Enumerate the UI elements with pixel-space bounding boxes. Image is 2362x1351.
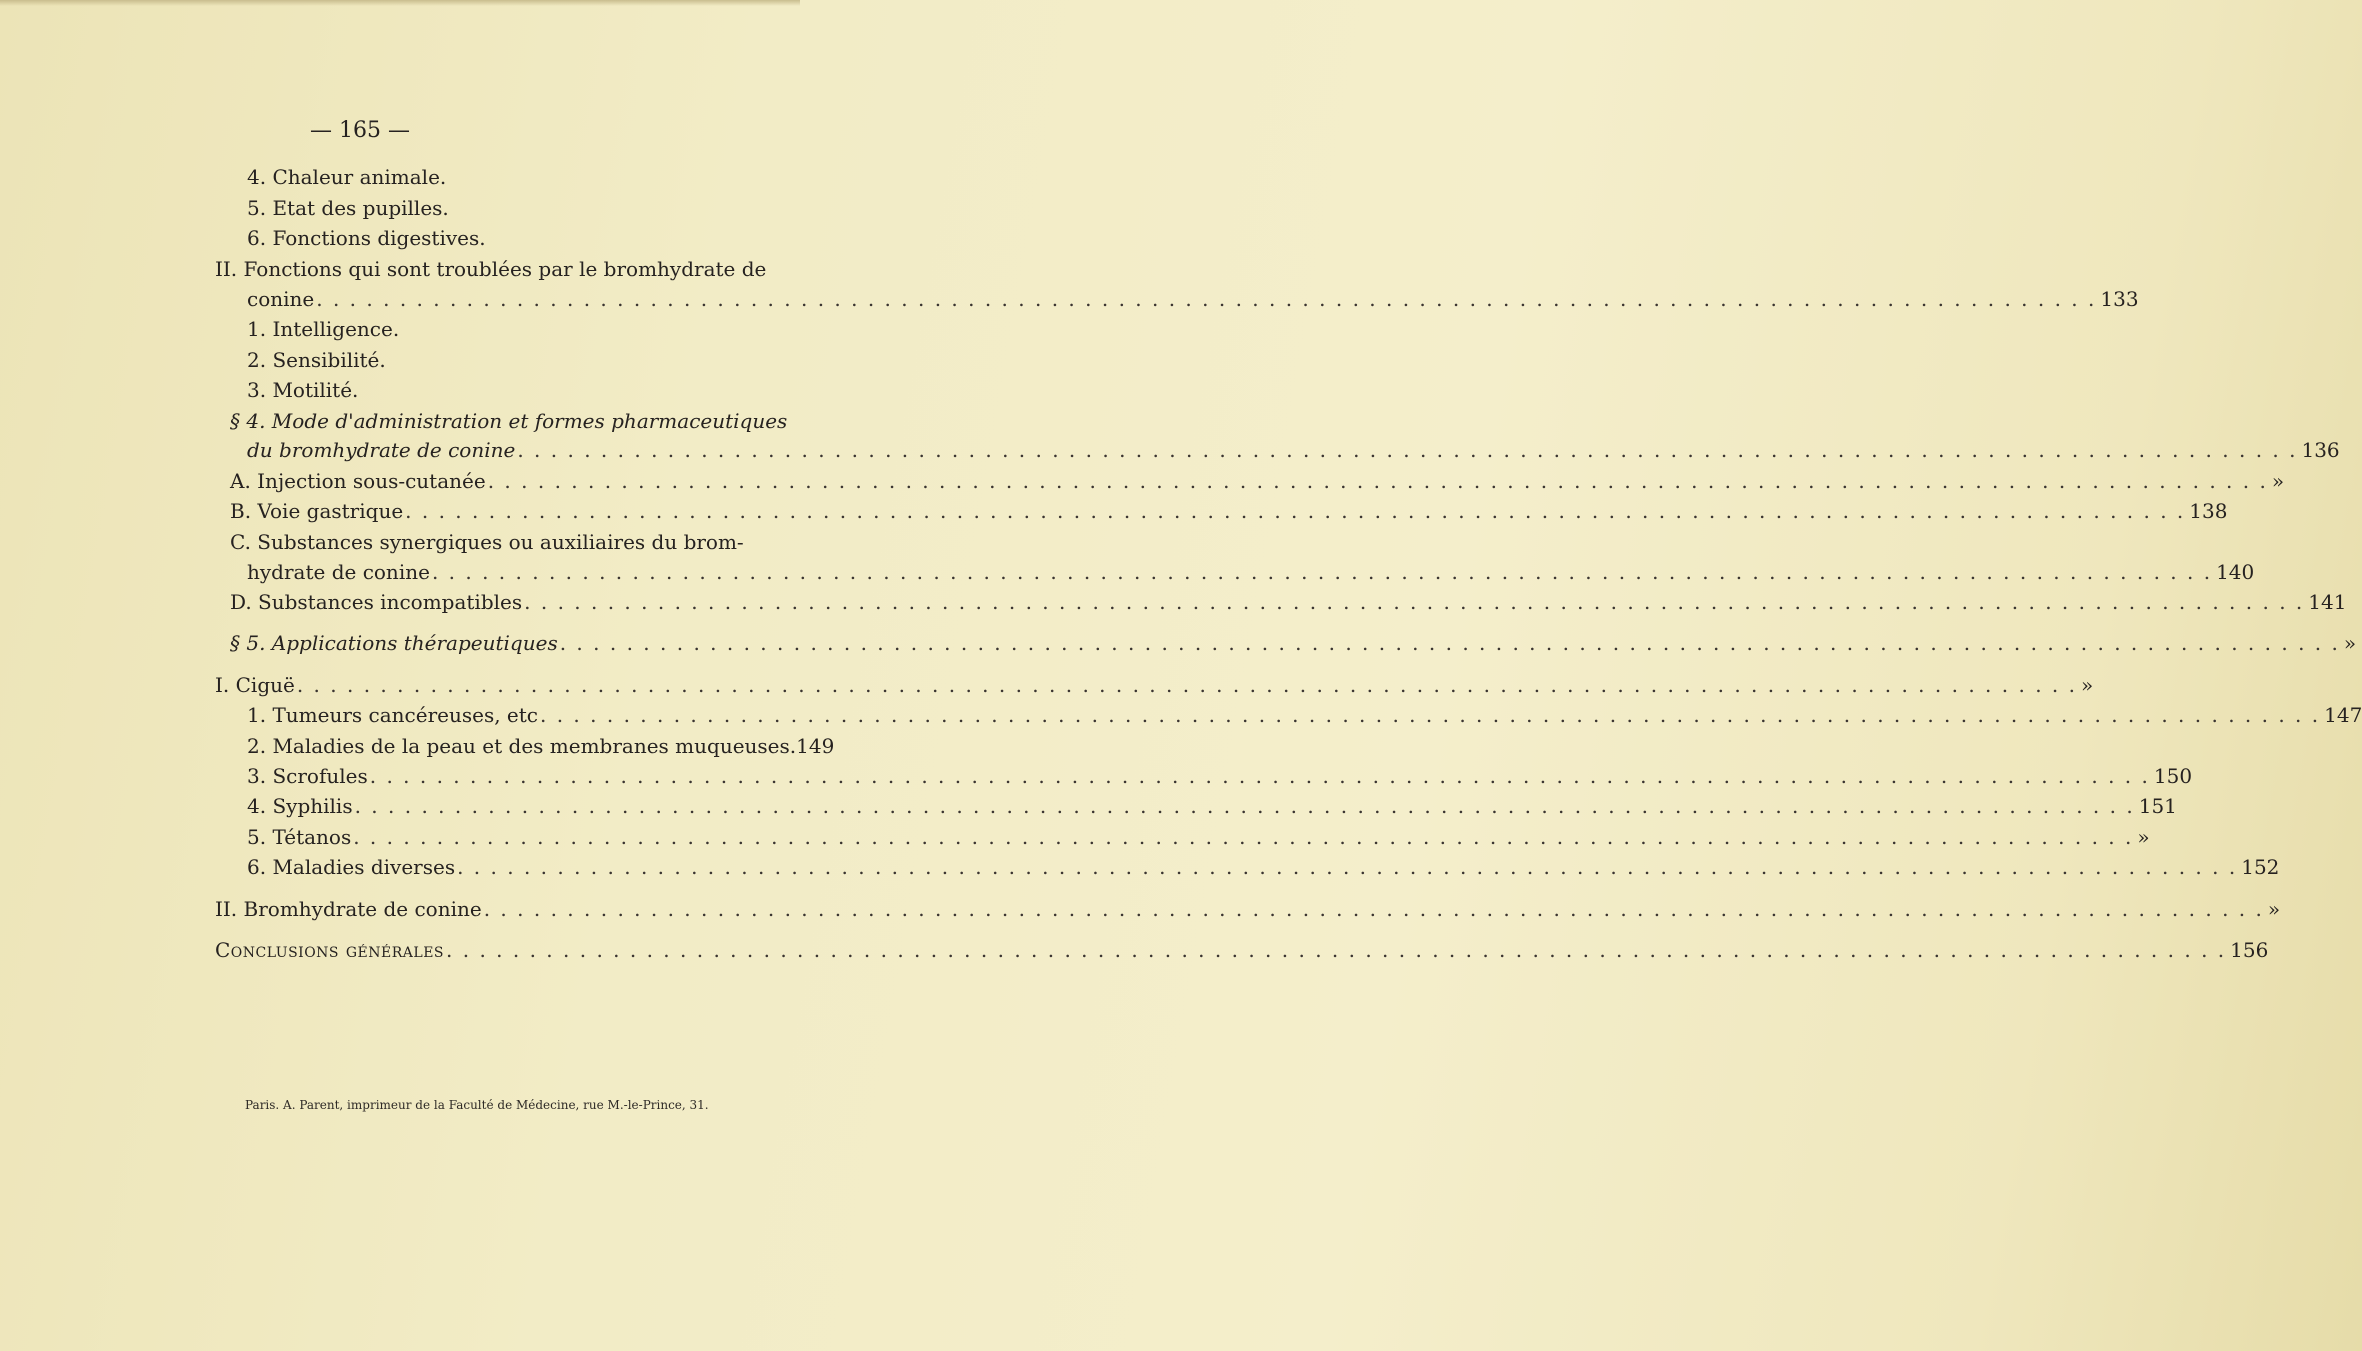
toc-entry-label: 2. Sensibilité.	[247, 348, 386, 372]
toc-entry	[0, 375, 800, 405]
toc-entry	[0, 345, 800, 375]
toc-entry-page: 141	[2308, 590, 2347, 614]
leader-dots	[517, 435, 2297, 465]
leader-dots	[432, 557, 2212, 587]
toc-entry	[0, 822, 2150, 852]
toc-entry-label: 3. Motilité.	[247, 378, 359, 402]
toc-entry-page: 136	[2301, 438, 2340, 462]
toc-entry-label: D. Substances incompatibles	[230, 590, 523, 614]
toc-entry	[0, 284, 2139, 314]
toc-entry-label: 6. Fonctions digestives.	[247, 226, 486, 250]
toc-entry-label: 1. Tumeurs cancéreuses, etc	[247, 703, 538, 727]
leader-dots	[405, 496, 2185, 526]
page-edge-shadow	[0, 0, 800, 6]
toc-entry-page: 151	[2138, 794, 2177, 818]
leader-dots	[560, 628, 2340, 658]
leader-dots	[488, 466, 2268, 496]
toc-entry-page: »	[2267, 897, 2281, 921]
toc-entry-page: »	[2271, 469, 2285, 493]
toc-entry-page: 147	[2324, 703, 2362, 727]
toc-entry	[0, 761, 2193, 791]
toc-entry-label: § 4. Mode d'administration et formes pharmaceutiques	[230, 409, 788, 433]
leader-dots	[297, 670, 2077, 700]
toc-entry-page: 133	[2100, 287, 2139, 311]
toc-entry	[0, 254, 800, 284]
toc-entry	[0, 496, 2228, 526]
leader-dots	[524, 587, 2304, 617]
toc-entry-label: I. Ciguë	[215, 673, 295, 697]
toc-entry	[0, 791, 2177, 821]
toc-entry-label: II. Fonctions qui sont troublées par le bromhydrate de	[215, 257, 767, 281]
toc-entry-page: »	[2137, 825, 2150, 849]
toc-entry	[0, 162, 800, 192]
toc-entry	[0, 670, 2094, 700]
toc-entry-label: 5. Tétanos	[247, 825, 352, 849]
toc-entry-page: »	[2080, 673, 2094, 697]
toc-entry	[0, 314, 800, 344]
toc-entry	[0, 587, 2347, 617]
toc-entry	[0, 852, 2280, 882]
toc-entry-label: C. Substances synergiques ou auxiliaires du brom-	[230, 530, 744, 554]
toc-entry	[0, 223, 800, 253]
toc-entry-page: 152	[2241, 855, 2280, 879]
leader-dots	[540, 700, 2320, 730]
leader-dots	[457, 852, 2237, 882]
toc-entry	[0, 406, 800, 436]
toc-entry-label: conine	[247, 287, 315, 311]
toc-entry-label: hydrate de conine	[247, 560, 430, 584]
toc-entry-page: 156	[2230, 938, 2269, 962]
leader-dots	[316, 284, 2096, 314]
leader-dots	[484, 894, 2264, 924]
toc-entry	[0, 700, 2362, 730]
leader-dots	[355, 791, 2135, 821]
leader-dots	[353, 822, 2133, 852]
toc-entry-label: II. Bromhydrate de conine	[215, 897, 482, 921]
toc-entry-page: 149	[796, 734, 835, 758]
toc-entry	[0, 628, 2357, 658]
toc-entry	[0, 935, 2269, 965]
toc-entry-label: 4. Chaleur animale.	[247, 165, 447, 189]
leader-dots	[370, 761, 2150, 791]
toc-entry-label: 3. Scrofules	[247, 764, 368, 788]
printer-imprint: Paris. A. Parent, imprimeur de la Faculté de Médecine, rue M.-le-Prince, 31.	[245, 1098, 709, 1112]
toc-entry-page: 138	[2189, 499, 2228, 523]
toc-entry-label: 5. Etat des pupilles.	[247, 196, 449, 220]
toc-entry-label: 2. Maladies de la peau et des membranes muqueuses.	[247, 734, 797, 758]
toc-entry	[0, 731, 835, 761]
toc-entry-label: § 5. Applications thérapeutiques	[230, 631, 558, 655]
toc-entry-label: 1. Intelligence.	[247, 317, 400, 341]
toc-entry	[0, 894, 2281, 924]
leader-dots	[446, 935, 2226, 965]
toc-entry-label: A. Injection sous-cutanée	[230, 469, 486, 493]
toc-entry	[0, 527, 800, 557]
toc-entry-page: 150	[2153, 764, 2193, 788]
toc-entry-label: du bromhydrate de conine	[247, 438, 516, 462]
toc-entry	[0, 557, 2255, 587]
toc-entry	[0, 193, 800, 223]
toc-entry-page: »	[2343, 631, 2357, 655]
page-number: — 165 —	[310, 118, 410, 143]
toc-entry-label: 4. Syphilis	[247, 794, 353, 818]
toc-entry-label: Conclusions générales	[215, 938, 445, 962]
toc-entry-page: 140	[2216, 560, 2255, 584]
toc-entry	[0, 466, 2285, 496]
toc-entry-label: B. Voie gastrique	[230, 499, 404, 523]
toc-entry-label: 6. Maladies diverses	[247, 855, 456, 879]
toc-entry	[0, 435, 2340, 465]
